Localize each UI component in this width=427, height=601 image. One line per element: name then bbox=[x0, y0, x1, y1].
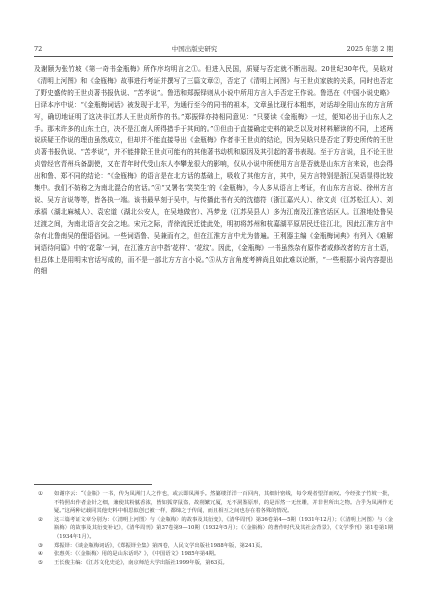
footnotes bbox=[34, 490, 393, 567]
footnote-4 bbox=[34, 550, 393, 559]
footnote-number: ⑤ bbox=[38, 559, 43, 566]
footnote-1 bbox=[34, 490, 393, 516]
footnote-3 bbox=[34, 542, 393, 551]
journal-title: 中国出版史研究 bbox=[171, 45, 218, 53]
footnote-text: 张惠英：《〈金瓶梅〉用的是山东话吗？》，《中国语文》1985年第4期。 bbox=[54, 551, 220, 558]
issue-label: 2025 年第 2 期 bbox=[346, 45, 393, 53]
header-rule bbox=[34, 56, 393, 57]
footnote-number: ② bbox=[38, 516, 43, 523]
footnote-rule bbox=[34, 484, 152, 485]
page-number: 72 bbox=[34, 45, 43, 53]
footnote-text: 如谢序云：“《金瓶》一书，传为凤洲门人之作也，或云即凤洲手。然纂缕洋洋一百回内，其细针密线，每令观者望洋而叹。今经张子竹坡一批，不特照出作者金针之细，兼使其粉腻香浓，皆如狐穿鼠盗，故削繁冗厦，无不洞鉴原形，的是浑然一无丝雕，并非世所出之物。合乎为凤洲作无疑。”这两种记载同其他史料中相思似创已被一样，都缔之于传闻，而且相互之间也存在着各殊的情况。 bbox=[54, 491, 393, 515]
footnote-text: 这三篇考证文章分别为：《〈清明上河图〉与〈金瓶梅〉的故事及其衍变》，《清华周刊》第36卷第4—5期（1931年12月）；《〈清明上河图〉与〈金瓶梅〉的故事及其衍变补记》，《清华周刊》第37卷第9—10期（1932年5月）；《〈金瓶梅〉的著作时代及其社会背景》，《文学季刊》第1卷第1期（1934年1月）。 bbox=[54, 516, 393, 540]
footnote-5 bbox=[34, 559, 393, 568]
footnote-number: ① bbox=[38, 491, 43, 497]
footnote-text: 郑振铎：《谈金瓶梅词话》，《郑振铎全集》第四卷，人民文学出版社1988年版，第241页。 bbox=[54, 542, 266, 549]
body-paragraph: 及谢颐为张竹坡《第一奇书金瓶梅》所作序均明言之①。但进入民国，质疑与否定就不断出现。20世纪30年代，吴晗对《清明上河图》和《金瓶梅》故事进行考证并撰写了三篇文章②，否定了《清明上河图》与王世贞家族的关系，同时也否定了野史盛传的王世贞著书报仇说、“苦孝说”。鲁迅和郑振铎则从小说中所用方言入手否定王作说。鲁迅在《中国小说史略》日译本序中说：“《金瓶梅词话》被发现于北平，为通行至今的同书的祖本，文章虽比现行本粗率，对话却全用山东的方言所写，确切地证明了这决非江苏人王世贞所作的书。”郑振铎亦持相同意见：“只要读《金瓶梅》一过，便知必出于山东人之手。那末许多的山东土白，决不是江南人所得措手于其间的。”③但由于直接确定史料的缺乏以及对材料解读的不同，上述两说质疑王作说的理由虽然成立，但却并不能直接导出《金瓶梅》作者非王世贞的结论，因为吴晗只是否定了野史所传的王世贞著书报仇说、“苦孝说”，并不能排除王世贞可能有的其他著书动机和原因及其引起的著书表现。至于方言说，且不论王世贞曾经官青州兵备副使，又在青年时代受山东人李攀龙很大的影响，仅从小说中所使用方言是否就是山东方言来说，也会得出和鲁、郑不同的结论：“《金瓶梅》的语言是在北方话的基础上，吸收了其他方言，其中，吴方言特别是浙江吴语显得比较集中。我们不妨称之为南北混合的官话。”④“又署名‘笑笑生’的《金瓶梅》，今人多从语言上考证，有山东方言说、徐州方言说、吴方言说等等，皆各执一端。该书最早刻于吴中，与传播此书有关的沈德符（浙江嘉兴人）、徐文贞（江苏松江人）、刘承禧（湖北麻城人）、袁宏道（湖北公安人，在吴地做官）、冯梦龙（江苏吴县人）多为江南及江淮官话区人。江淮地处鲁吴过渡之间，为南北语言交会之地。宋元之际，青徐流民迁徙此处，明初将苏州和杭嘉湖平原居民迁往江北，因此江淮方言中杂有北鲁南吴的俚语俗词。一些词语鲁、吴兼而有之，但在江淮方言中尤为普遍。王利器主编《金瓶梅词典》有列入《难解词语待问篇》中的‘花靠’一词，在江淮方言中指‘花样’、‘花纹’。因此，《金瓶梅》一书虽然杂有原作者或修改者的方言土语，但总体上是用明末官话写成的，而不是一部北方方言小说。”⑤从方言角度考辨尚且如此难以论断，“一些根据小说内容提出的细 bbox=[34, 65, 393, 276]
footnote-number: ④ bbox=[38, 551, 43, 558]
footnote-2 bbox=[34, 516, 393, 542]
running-header bbox=[34, 44, 393, 53]
body-text bbox=[34, 64, 393, 278]
footnote-number: ③ bbox=[38, 542, 43, 549]
footnote-text: 王长俊主编：《江苏文化史论》，南京师范大学出版社1999年版，第63页。 bbox=[54, 559, 228, 566]
